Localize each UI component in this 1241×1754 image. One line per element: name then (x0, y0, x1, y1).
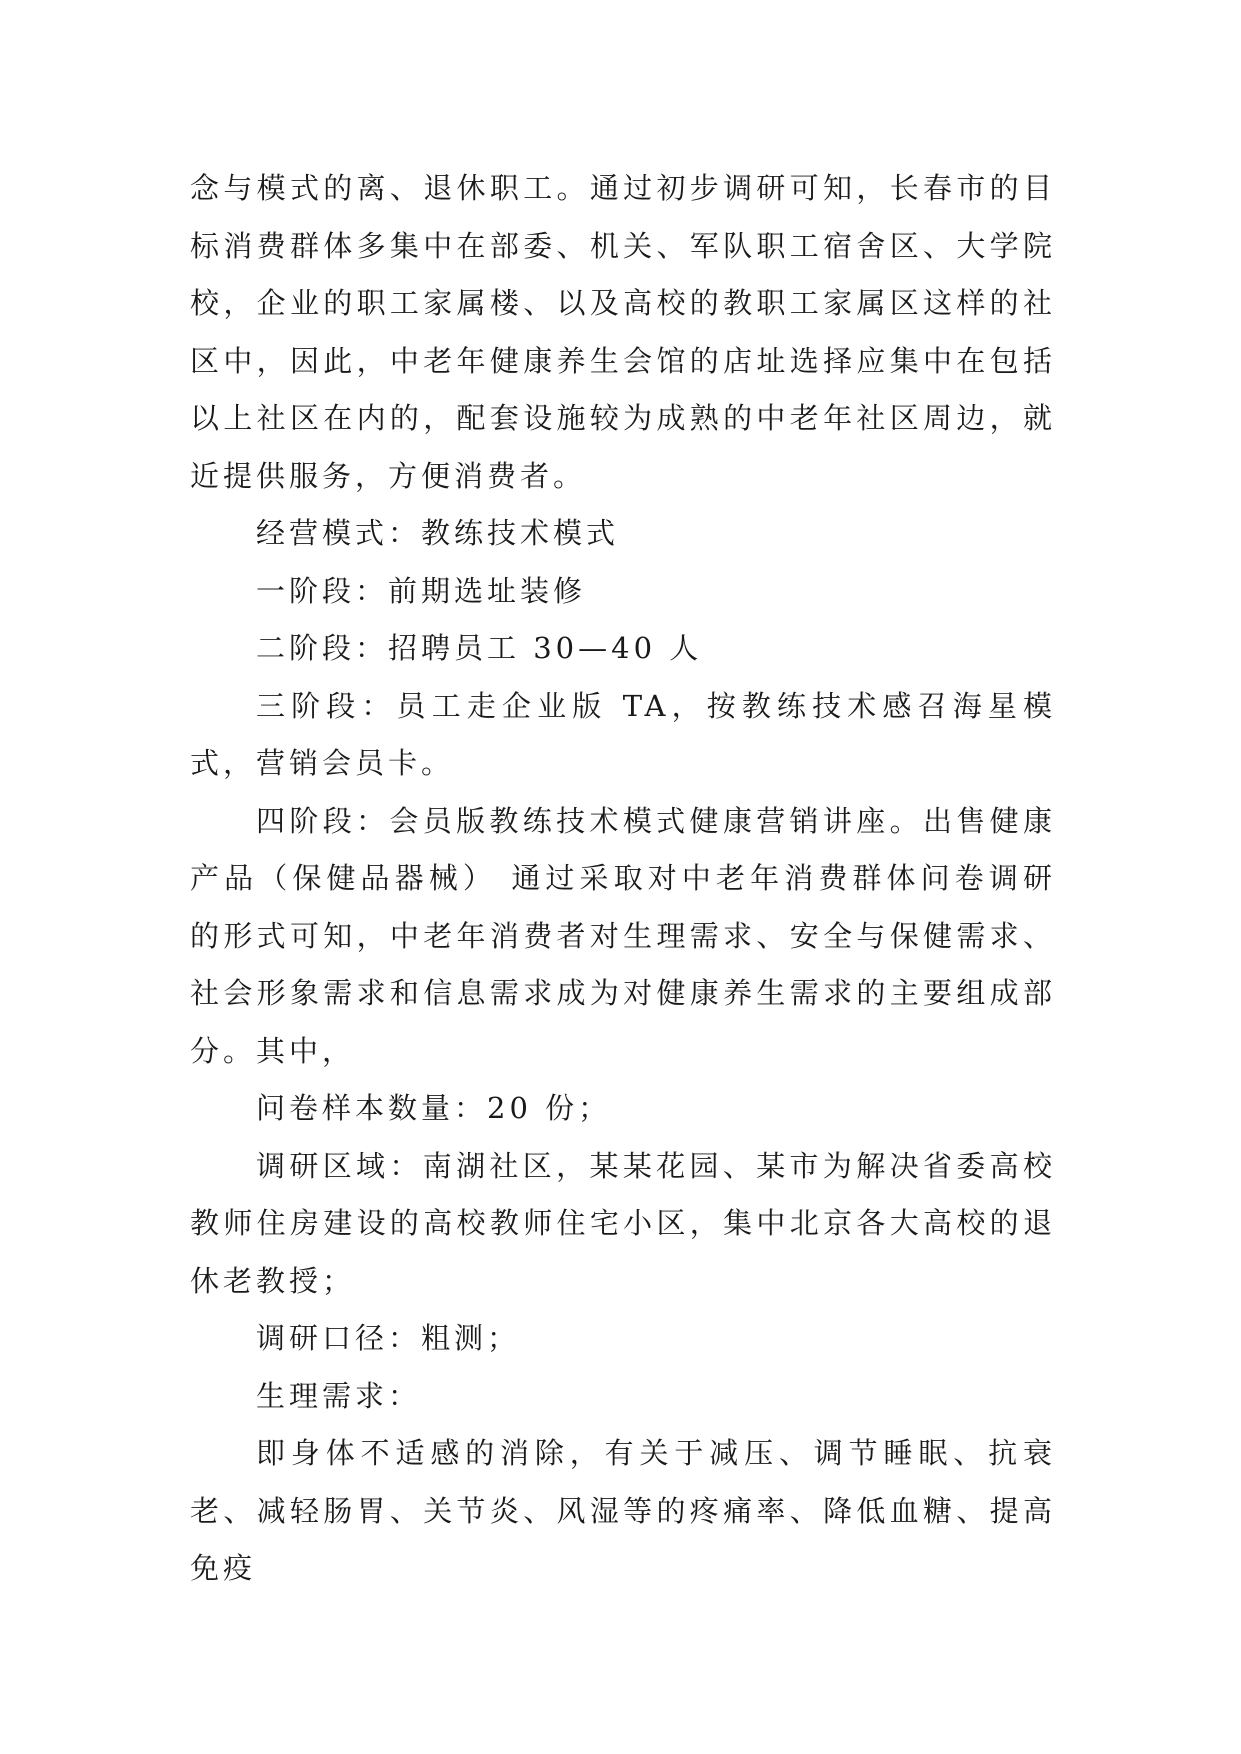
paragraph-2: 经营模式：教练技术模式 (256, 516, 620, 550)
paragraph-4: 二阶段：招聘员工 30—40 人 (256, 631, 703, 665)
paragraph-5: 三阶段：员工走企业版 TA，按教练技术感召海星模式，营销会员卡。 (190, 688, 1056, 780)
paragraph-9: 调研口径：粗测； (256, 1321, 521, 1355)
paragraph-3: 一阶段：前期选址装修 (256, 573, 587, 608)
paragraph-8: 调研区域：南湖社区，某某花园、某市为解决省委高校教师住房建设的高校教师住宅小区，集中北京各大高校的退休老教授； (190, 1148, 1056, 1298)
document-body (190, 160, 1056, 1598)
paragraph-10: 生理需求： (256, 1378, 422, 1413)
paragraph-11: 即身体不适感的消除，有关于减压、调节睡眠、抗衰老、减轻肠胃、关节炎、风湿等的疼痛率、降低血糖、提高免疫 (190, 1436, 1056, 1585)
paragraph-1: 念与模式的离、退休职工。通过初步调研可知，长春市的目标消费群体多集中在部委、机关、军队职工宿舍区、大学院校，企业的职工家属楼、以及高校的教职工家属区这样的社区中，因此，中老年健康养生会馆的店址选择应集中在包括以上社区在内的，配套设施较为成熟的中老年社区周边，就近提供服务，方便消费者。 (190, 171, 1056, 493)
paragraph-6: 四阶段：会员版教练技术模式健康营销讲座。出售健康产品（保健品器械） 通过采取对中老年消费群体问卷调研的形式可知，中老年消费者对生理需求、安全与保健需求、社会形象需求和信息需求成为对健康养生需求的主要组成部分。其中， (190, 803, 1056, 1068)
paragraph-7: 问卷样本数量：20 份； (256, 1091, 612, 1125)
